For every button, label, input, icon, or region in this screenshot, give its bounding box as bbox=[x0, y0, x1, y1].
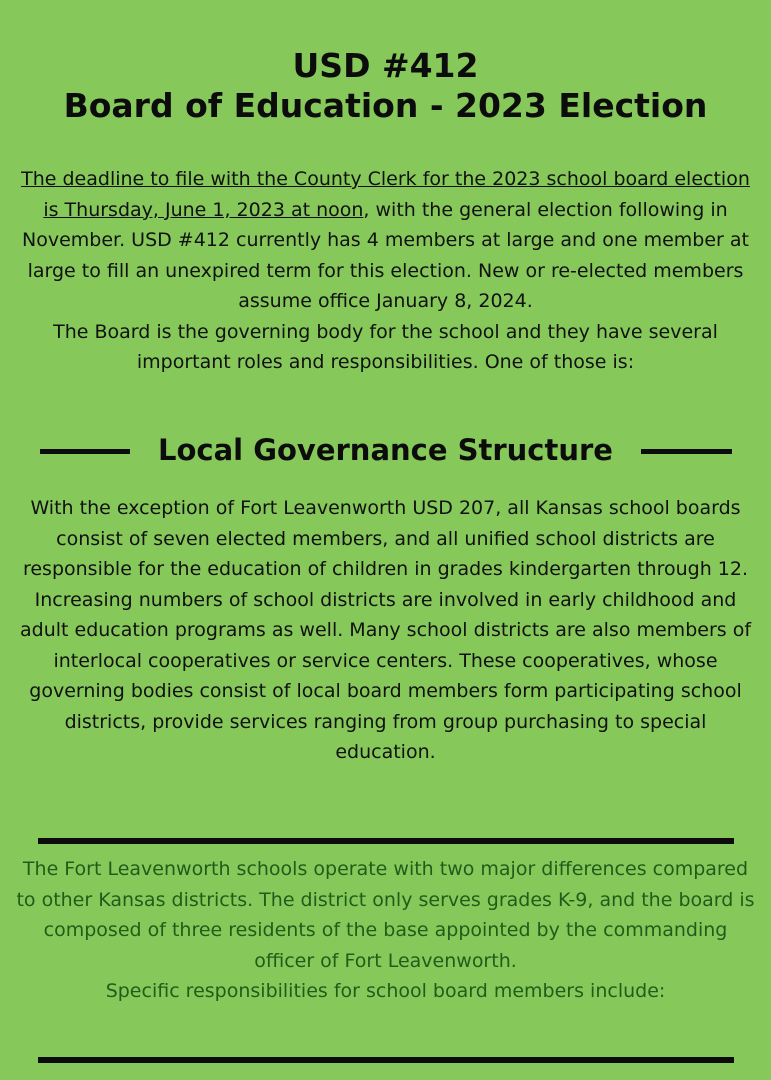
title-line-1: USD #412 bbox=[292, 46, 479, 85]
intro-text: , with the general election following in November. USD #412 currently has 4 members at large and one member at large to fill an unexpired term for this election. New or re-elected members assume office January 8, 2024. bbox=[21, 198, 749, 312]
roles-text: The Board is the governing body for the school and they have several important roles and responsibilities. One of those is: bbox=[53, 320, 718, 373]
divider-bottom bbox=[38, 1057, 734, 1063]
fort-leavenworth-text: The Fort Leavenworth schools operate with two major differences compared to other Kansas districts. The district only serves grades K-9, and the board is composed of three residents of the base appointed by the commanding officer of Fort Leavenworth. bbox=[16, 858, 755, 972]
governance-paragraph: With the exception of Fort Leavenworth USD 207, all Kansas school boards consist of seven elected members, and all unified school districts are responsible for the education of children in grades kindergarten through 12. Increasing numbers of school districts are involved in early childhood and adult education programs as well. Many school districts are also members of interlocal cooperatives or service centers. These cooperatives, whose governing bodies consist of local board members form participating school districts, provide services ranging from group purchasing to special education. bbox=[19, 497, 752, 763]
intro-paragraph bbox=[18, 164, 753, 378]
fort-leavenworth-note bbox=[14, 854, 757, 1007]
responsibilities-text: Specific responsibilities for school board members include: bbox=[105, 980, 666, 1002]
section-heading: Local Governance Structure bbox=[158, 433, 613, 467]
title-line-2: Board of Education - 2023 Election bbox=[63, 86, 708, 125]
heading-divider-left bbox=[40, 449, 130, 454]
page-title bbox=[0, 46, 771, 126]
heading-divider-right bbox=[641, 449, 732, 454]
filing-deadline-text: The deadline to file with the County Clerk for the 2023 school board election is Thursday, June 1, 2023 at noon bbox=[21, 168, 750, 221]
divider-top bbox=[38, 838, 734, 844]
section-heading-row bbox=[0, 428, 771, 472]
